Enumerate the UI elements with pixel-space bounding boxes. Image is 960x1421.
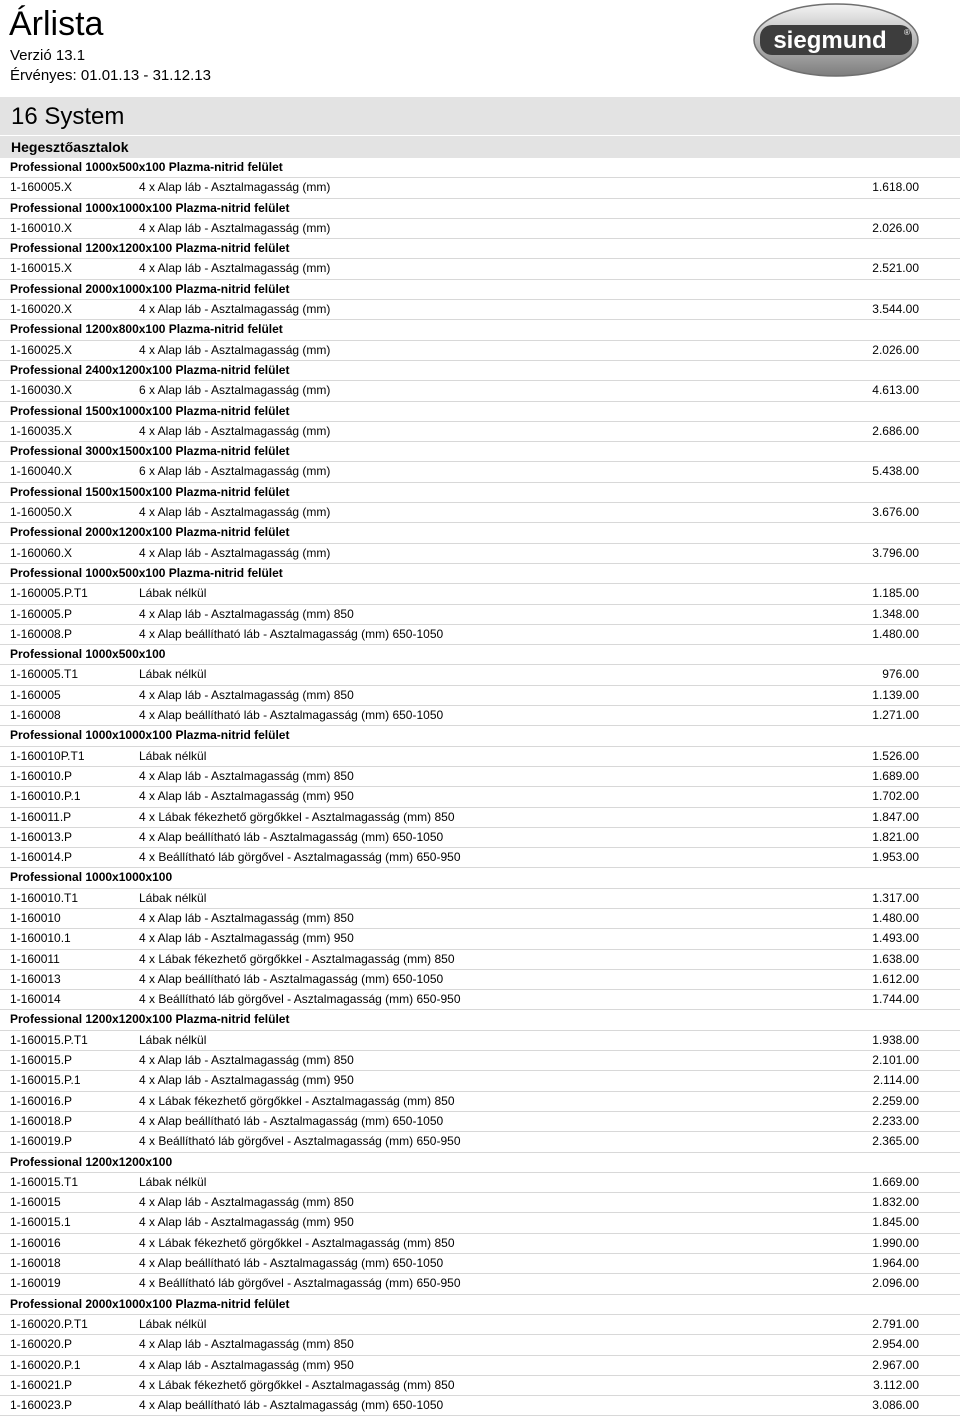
item-price: 1.821.00 [872,829,919,844]
item-code: 1-160011.P [10,809,72,824]
system-section-bar [0,97,960,135]
item-code: 1-160013.P [10,829,73,844]
item-description: 4 x Alap beállítható láb - Asztalmagasság (mm) 650-1050 [139,1256,444,1271]
item-price: 2.365.00 [872,1134,919,1149]
price-row [0,1254,960,1274]
item-description: Lábak nélkül [139,667,207,682]
item-code: 1-160008.P [10,626,73,641]
item-description: 4 x Beállítható láb görgővel - Asztalmagasság (mm) 650-950 [139,992,461,1007]
product-group-title: Professional 1000x1000x100 [10,870,173,885]
item-code: 1-160014.P [10,850,73,865]
item-description: 4 x Alap láb - Asztalmagasság (mm) [139,180,331,195]
item-code: 1-160019.P [10,1134,73,1149]
system-title: 16 System [11,103,125,130]
price-row [0,1031,960,1051]
item-price: 2.114.00 [873,1073,919,1088]
item-description: Lábak nélkül [139,748,207,763]
item-price: 1.526.00 [872,748,919,763]
price-row [0,381,960,401]
price-row [0,503,960,523]
item-price: 1.185.00 [872,586,919,601]
item-price: 976.00 [882,667,919,682]
product-group-heading [0,239,960,259]
price-row [0,1071,960,1091]
price-row [0,767,960,787]
item-code: 1-160018 [10,1256,61,1271]
item-price: 2.026.00 [872,220,919,235]
price-row [0,1173,960,1193]
item-description: 4 x Alap láb - Asztalmagasság (mm) 850 [139,910,354,925]
item-description: 4 x Alap beállítható láb - Asztalmagasság (mm) 650-1050 [139,971,444,986]
price-row [0,219,960,239]
item-code: 1-160040.X [10,464,73,479]
product-group-heading [0,280,960,300]
item-code: 1-160011 [10,951,60,966]
item-description: 4 x Alap beállítható láb - Asztalmagasság (mm) 650-1050 [139,708,444,723]
price-row [0,1213,960,1233]
item-code: 1-160015.P.T1 [10,1032,88,1047]
item-code: 1-160014 [10,992,61,1007]
item-description: Lábak nélkül [139,1032,207,1047]
item-price: 2.521.00 [872,261,919,276]
product-group-heading [0,726,960,746]
item-price: 1.638.00 [872,951,919,966]
item-description: Lábak nélkül [139,1316,207,1331]
price-row [0,1092,960,1112]
product-group-title: Professional 1500x1000x100 Plazma-nitrid felület [10,403,290,418]
price-row [0,1335,960,1355]
price-table [0,158,960,1416]
item-price: 1.953.00 [872,850,919,865]
item-code: 1-160019 [10,1276,61,1291]
item-code: 1-160020.P.1 [10,1357,81,1372]
price-row [0,422,960,442]
price-row [0,462,960,482]
item-description: 4 x Alap beállítható láb - Asztalmagasság (mm) 650-1050 [139,1398,444,1413]
item-code: 1-160005 [10,687,61,702]
item-description: 4 x Alap láb - Asztalmagasság (mm) 950 [139,1073,354,1088]
logo-mark: ® [904,28,910,37]
item-description: 4 x Alap láb - Asztalmagasság (mm) [139,505,331,520]
product-group-heading [0,402,960,422]
item-price: 2.101.00 [872,1053,919,1068]
item-code: 1-160020.P.T1 [10,1316,88,1331]
item-code: 1-160015.P.1 [10,1073,81,1088]
version-label: Verzió 13.1 [10,47,86,64]
price-row [0,605,960,625]
item-price: 2.259.00 [872,1093,919,1108]
item-price: 1.669.00 [872,1174,919,1189]
product-group-title: Professional 1200x1200x100 [10,1154,173,1169]
siegmund-logo [752,2,920,78]
item-description: 6 x Alap láb - Asztalmagasság (mm) [139,383,331,398]
price-row [0,828,960,848]
item-description: 4 x Alap láb - Asztalmagasság (mm) 850 [139,768,354,783]
price-row [0,1376,960,1396]
item-price: 1.612.00 [872,971,919,986]
product-group-title: Professional 1000x500x100 [10,647,166,662]
item-description: 4 x Alap beállítható láb - Asztalmagasság (mm) 650-1050 [139,1113,444,1128]
item-description: 4 x Alap láb - Asztalmagasság (mm) 950 [139,931,354,946]
product-group-heading [0,564,960,584]
item-code: 1-160005.P.T1 [10,586,88,601]
item-description: 4 x Beállítható láb görgővel - Asztalmagasság (mm) 650-950 [139,1134,461,1149]
product-group-heading [0,442,960,462]
product-group-title: Professional 1200x1200x100 Plazma-nitrid felület [10,1012,290,1027]
item-code: 1-160010 [10,910,61,925]
item-description: 4 x Alap láb - Asztalmagasság (mm) 850 [139,1053,354,1068]
item-code: 1-160005.P [10,606,73,621]
validity-label: Érvényes: 01.01.13 - 31.12.13 [10,67,211,84]
item-price: 1.964.00 [872,1256,919,1271]
product-group-title: Professional 3000x1500x100 Plazma-nitrid felület [10,444,290,459]
item-price: 1.480.00 [872,910,919,925]
item-price: 1.938.00 [872,1032,919,1047]
item-description: 4 x Alap láb - Asztalmagasság (mm) [139,342,331,357]
item-description: 4 x Beállítható láb görgővel - Asztalmagasság (mm) 650-950 [139,850,461,865]
item-price: 2.026.00 [872,342,919,357]
product-group-heading [0,645,960,665]
price-row [0,1051,960,1071]
price-row [0,848,960,868]
price-row [0,341,960,361]
price-row [0,259,960,279]
item-description: 4 x Alap láb - Asztalmagasság (mm) [139,261,331,276]
item-description: 6 x Alap láb - Asztalmagasság (mm) [139,464,331,479]
category-title: Hegesztőasztalok [11,139,129,155]
item-description: 4 x Lábak fékezhető görgőkkel - Asztalmagasság (mm) 850 [139,1093,455,1108]
product-group-heading [0,1010,960,1030]
item-price: 2.686.00 [872,423,919,438]
item-price: 1.271.00 [872,708,919,723]
item-price: 1.348.00 [872,606,919,621]
product-group-heading [0,199,960,219]
item-description: Lábak nélkül [139,586,207,601]
price-row [0,787,960,807]
item-price: 3.086.00 [872,1398,919,1413]
product-group-title: Professional 2000x1000x100 Plazma-nitrid felület [10,1296,290,1311]
item-code: 1-160010.X [10,220,73,235]
item-code: 1-160010.P [10,768,73,783]
product-group-title: Professional 1000x500x100 Plazma-nitrid felület [10,565,283,580]
item-description: 4 x Alap láb - Asztalmagasság (mm) 950 [139,789,354,804]
item-description: 4 x Alap láb - Asztalmagasság (mm) 850 [139,1195,354,1210]
item-price: 5.438.00 [872,464,919,479]
product-group-heading [0,1295,960,1315]
product-group-heading [0,320,960,340]
price-row [0,1112,960,1132]
item-price: 3.676.00 [872,505,919,520]
item-code: 1-160020.X [10,302,73,317]
product-group-title: Professional 2000x1200x100 Plazma-nitrid felület [10,525,290,540]
item-code: 1-160025.X [10,342,73,357]
price-row [0,1193,960,1213]
price-row [0,1274,960,1294]
item-price: 1.493.00 [872,931,919,946]
item-code: 1-160015 [10,1195,61,1210]
product-group-heading [0,523,960,543]
item-code: 1-160010.T1 [10,890,79,905]
product-group-heading [0,483,960,503]
item-description: 4 x Alap láb - Asztalmagasság (mm) [139,423,331,438]
product-group-title: Professional 2000x1000x100 Plazma-nitrid felület [10,281,290,296]
price-row [0,625,960,645]
product-group-title: Professional 1000x500x100 Plazma-nitrid felület [10,160,283,174]
item-description: 4 x Lábak fékezhető görgőkkel - Asztalmagasság (mm) 850 [139,1235,455,1250]
product-group-heading [0,158,960,178]
price-row [0,1315,960,1335]
item-code: 1-160018.P [10,1113,73,1128]
item-price: 3.544.00 [872,302,919,317]
price-row [0,808,960,828]
item-price: 2.967.00 [872,1357,919,1372]
item-code: 1-160030.X [10,383,73,398]
price-row [0,706,960,726]
item-description: 4 x Lábak fékezhető görgőkkel - Asztalmagasság (mm) 850 [139,809,455,824]
price-row [0,584,960,604]
price-row [0,990,960,1010]
price-row [0,950,960,970]
item-code: 1-160035.X [10,423,73,438]
product-group-title: Professional 1000x1000x100 Plazma-nitrid felület [10,728,290,743]
item-price: 1.139.00 [872,687,919,702]
item-description: 4 x Lábak fékezhető görgőkkel - Asztalmagasság (mm) 850 [139,1377,455,1392]
item-code: 1-160016.P [10,1093,73,1108]
item-code: 1-160010.1 [10,931,71,946]
item-code: 1-160021.P [10,1377,73,1392]
item-code: 1-160015.X [10,261,73,276]
product-group-heading [0,361,960,381]
price-row [0,1356,960,1376]
price-row [0,544,960,564]
product-group-title: Professional 2400x1200x100 Plazma-nitrid felület [10,362,290,377]
item-price: 4.613.00 [872,383,919,398]
item-description: 4 x Alap láb - Asztalmagasság (mm) 850 [139,1337,354,1352]
item-code: 1-160005.T1 [10,667,79,682]
item-price: 1.832.00 [872,1195,919,1210]
item-description: 4 x Alap beállítható láb - Asztalmagasság (mm) 650-1050 [139,829,444,844]
product-group-title: Professional 1000x1000x100 Plazma-nitrid felület [10,200,290,215]
logo-text: siegmund [773,27,887,54]
item-description: 4 x Beállítható láb görgővel - Asztalmagasság (mm) 650-950 [139,1276,461,1291]
item-price: 1.990.00 [872,1235,919,1250]
page-title: Árlista [9,5,104,43]
price-row [0,929,960,949]
item-price: 2.096.00 [872,1276,919,1291]
item-code: 1-160050.X [10,505,73,520]
item-price: 1.702.00 [872,789,919,804]
item-code: 1-160010.P.1 [10,789,81,804]
price-row [0,686,960,706]
price-row [0,665,960,685]
item-price: 2.233.00 [872,1113,919,1128]
item-code: 1-160020.P [10,1337,73,1352]
item-description: Lábak nélkül [139,890,207,905]
product-group-title: Professional 1200x1200x100 Plazma-nitrid felület [10,241,290,256]
price-row [0,747,960,767]
item-description: 4 x Alap láb - Asztalmagasság (mm) 950 [139,1215,354,1230]
price-row [0,1234,960,1254]
price-row [0,1396,960,1416]
item-price: 1.317.00 [872,890,919,905]
page-header [0,0,960,96]
item-description: 4 x Alap láb - Asztalmagasság (mm) [139,302,331,317]
category-bar [0,136,960,158]
item-price: 1.847.00 [872,809,919,824]
item-description: Lábak nélkül [139,1174,207,1189]
product-group-title: Professional 1200x800x100 Plazma-nitrid felület [10,322,283,337]
product-group-heading [0,868,960,888]
item-description: 4 x Lábak fékezhető görgőkkel - Asztalmagasság (mm) 850 [139,951,455,966]
item-price: 1.618.00 [872,180,919,195]
item-price: 1.480.00 [872,626,919,641]
item-description: 4 x Alap láb - Asztalmagasság (mm) 850 [139,687,354,702]
price-row [0,1132,960,1152]
item-code: 1-160005.X [10,180,73,195]
item-code: 1-160013 [10,971,61,986]
item-description: 4 x Alap beállítható láb - Asztalmagasság (mm) 650-1050 [139,626,444,641]
item-code: 1-160023.P [10,1398,73,1413]
item-price: 1.845.00 [872,1215,919,1230]
item-price: 3.112.00 [873,1377,919,1392]
product-group-heading [0,1153,960,1173]
item-description: 4 x Alap láb - Asztalmagasság (mm) 950 [139,1357,354,1372]
item-code: 1-160008 [10,708,61,723]
item-price: 3.796.00 [872,545,919,560]
item-code: 1-160015.1 [10,1215,71,1230]
item-code: 1-160015.P [10,1053,73,1068]
item-code: 1-160060.X [10,545,73,560]
item-code: 1-160015.T1 [10,1174,79,1189]
item-price: 2.791.00 [872,1316,919,1331]
item-description: 4 x Alap láb - Asztalmagasság (mm) [139,545,331,560]
price-row [0,909,960,929]
price-row [0,300,960,320]
price-row [0,178,960,198]
item-price: 1.744.00 [872,992,919,1007]
price-row [0,889,960,909]
item-description: 4 x Alap láb - Asztalmagasság (mm) [139,220,331,235]
item-price: 2.954.00 [872,1337,919,1352]
item-code: 1-160010P.T1 [10,748,85,763]
item-description: 4 x Alap láb - Asztalmagasság (mm) 850 [139,606,354,621]
product-group-title: Professional 1500x1500x100 Plazma-nitrid felület [10,484,290,499]
item-price: 1.689.00 [872,768,919,783]
item-code: 1-160016 [10,1235,61,1250]
price-row [0,970,960,990]
